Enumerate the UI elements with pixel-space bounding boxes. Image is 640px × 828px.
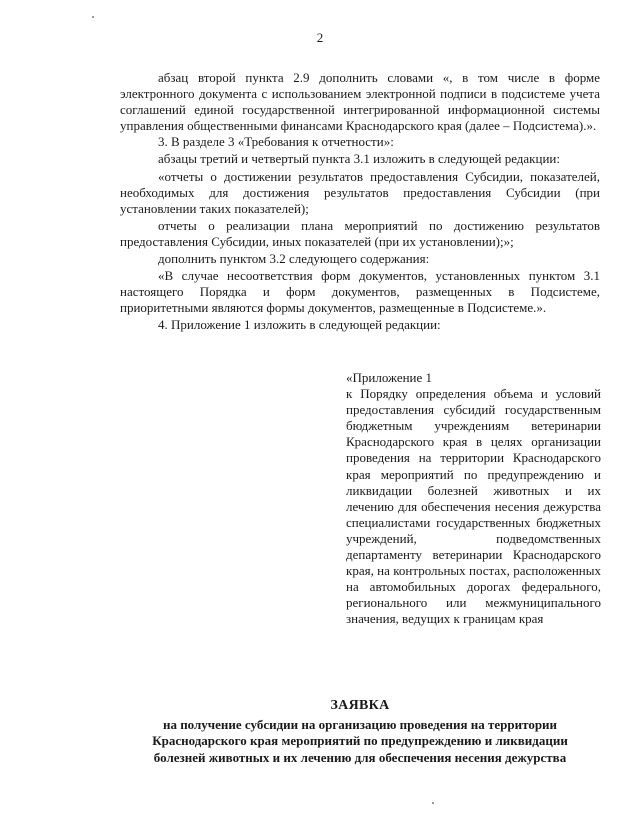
page-number: 2 <box>316 30 324 45</box>
application-subtitle-line: Краснодарского края мероприятий по предупреждению и ликвидации <box>152 733 568 749</box>
amendment-text <box>120 70 600 334</box>
application-subtitle-line: болезней животных и их лечению для обеспечения несения дежурства <box>153 749 567 765</box>
paragraph-reports-results: «отчеты о достижении результатов предоставления Субсидии, показателей, необходимых для достижения результатов предоставления Субсидии (при установлении таких показателей); <box>120 168 600 216</box>
scan-speck <box>92 16 94 18</box>
annex-title: «Приложение 1 <box>346 370 433 385</box>
scan-speck <box>432 802 434 804</box>
application-heading <box>100 698 620 766</box>
paragraph-section-3: 3. В разделе 3 «Требования к отчетности»: <box>158 134 394 150</box>
paragraph-2-9: абзац второй пункта 2.9 дополнить словами «, в том числе в форме электронного документа с использованием электронной подписи в подсистеме учета соглашений единой государственной интегрированной информационной системы управления общественными финансами Краснодарского края (далее – Подсистема).». <box>120 70 600 134</box>
paragraph-3-2-text: «В случае несоответствия форм документов, установленных пунктом 3.1 настоящего Порядка и форм документов, размещенных в Подсистеме, приоритетными являются формы документов, размещенные в Подсистеме.». <box>120 268 600 316</box>
annex-header <box>346 370 601 628</box>
paragraph-annex-1: 4. Приложение 1 изложить в следующей редакции: <box>158 317 441 333</box>
paragraph-3-1-intro: абзацы третий и четвертый пункта 3.1 изложить в следующей редакции: <box>158 151 560 167</box>
paragraph-3-2-intro: дополнить пунктом 3.2 следующего содержания: <box>158 251 430 267</box>
annex-text: к Порядку определения объема и условий предоставления субсидий государственным бюджетным учреждениям ветеринарии Краснодарского края в целях организации проведения на территории Краснодарского края мероприятий по предупреждению и ликвидации болезней животных и их лечению для обеспечения несения дежурства специалистами государственных бюджетных учреждений, подведомственных департаменту ветеринарии Краснодарского края, на контрольных постах, расположенных на автомобильных дорогах федерального, регионального или межмуниципального значения, ведущих к границам края <box>346 386 601 627</box>
application-title: ЗАЯВКА <box>330 698 390 713</box>
paragraph-reports-plan: отчеты о реализации плана мероприятий по достижению результатов предоставления Субсидии, иных показателей (при их установлении);»; <box>120 217 600 249</box>
application-subtitle-line: на получение субсидии на организацию проведения на территории <box>162 717 558 733</box>
